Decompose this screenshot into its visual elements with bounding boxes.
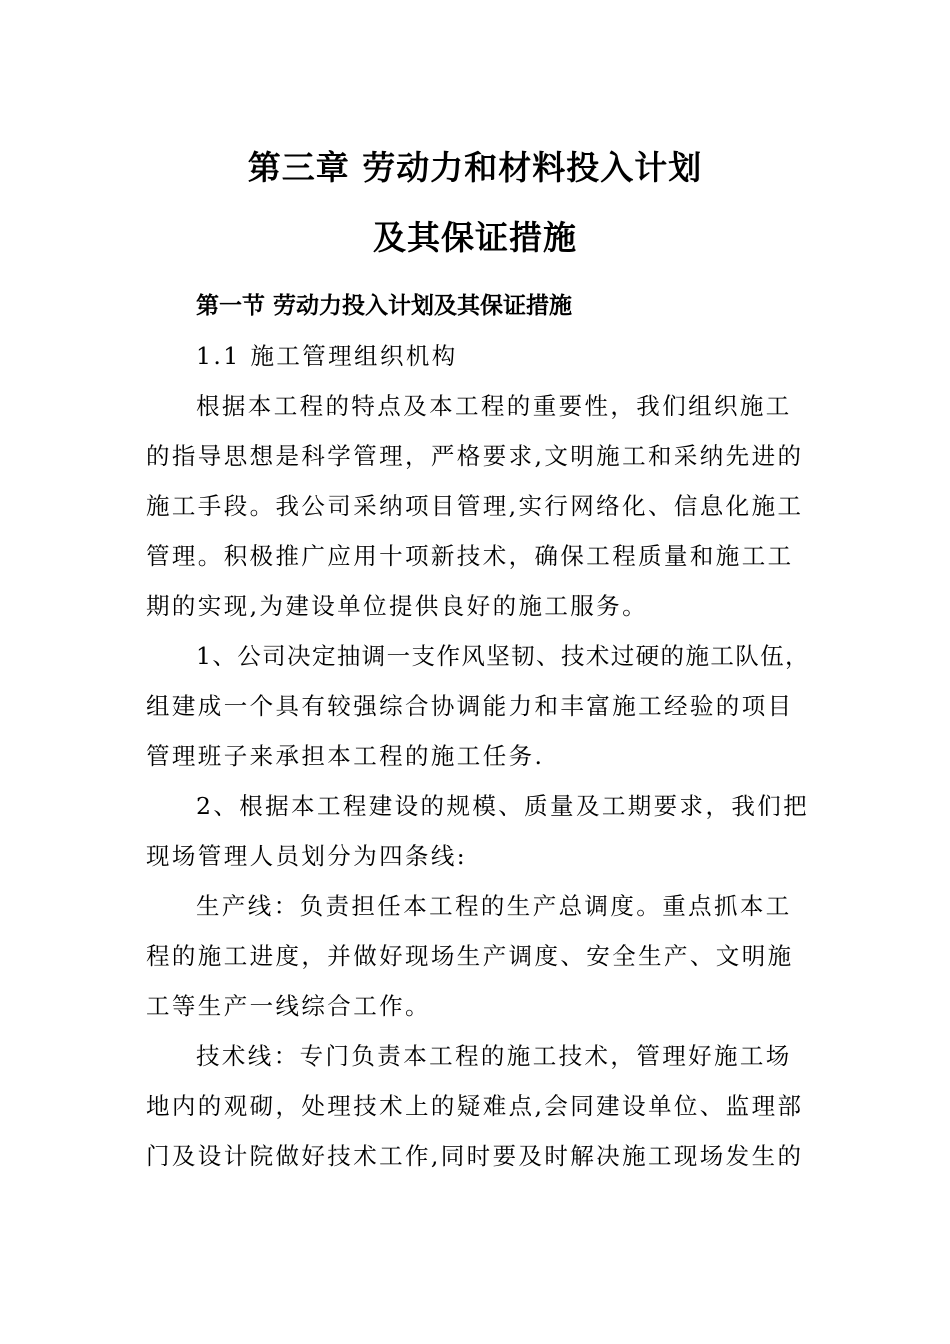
paragraph-line: 期的实现,为建设单位提供良好的施工服务。 xyxy=(146,592,648,620)
paragraph-line: 现场管理人员划分为四条线: xyxy=(146,842,468,870)
paragraph-line: 管理班子来承担本工程的施工任务. xyxy=(146,742,545,770)
paragraph-line: 地内的观砌，处理技术上的疑难点,会同建设单位、监理部 xyxy=(146,1092,804,1120)
paragraph-line: 工等生产一线综合工作。 xyxy=(146,992,431,1020)
chapter-title: 第三章 劳动力和材料投入计划 xyxy=(247,148,703,187)
paragraph-line: 程的施工进度，并做好现场生产调度、安全生产、文明施 xyxy=(146,942,794,970)
paragraph-line: 生产线：负责担任本工程的生产总调度。重点抓本工 xyxy=(196,892,792,920)
paragraph-line: 组建成一个具有较强综合协调能力和丰富施工经验的项目 xyxy=(146,692,794,720)
paragraph-line: 根据本工程的特点及本工程的重要性，我们组织施工 xyxy=(196,392,792,420)
subsection-heading: 1.1 施工管理组织机构 xyxy=(196,342,458,370)
chapter-title-continued: 及其保证措施 xyxy=(373,218,577,257)
paragraph-line: 技术线：专门负责本工程的施工技术，管理好施工场 xyxy=(196,1042,792,1070)
paragraph-line: 管理。积极推广应用十项新技术，确保工程质量和施工工 xyxy=(146,542,794,570)
paragraph-line: 2、根据本工程建设的规模、质量及工期要求，我们把 xyxy=(196,792,810,820)
section-heading: 第一节 劳动力投入计划及其保证措施 xyxy=(196,293,573,319)
paragraph-line: 1、公司决定抽调一支作风坚韧、技术过硬的施工队伍， xyxy=(196,642,810,670)
paragraph-line: 门及设计院做好技术工作,同时要及时解决施工现场发生的 xyxy=(146,1142,804,1170)
paragraph-line: 的指导思想是科学管理，严格要求,文明施工和采纳先进的 xyxy=(146,442,804,470)
paragraph-line: 施工手段。我公司采纳项目管理,实行网络化、信息化施工 xyxy=(146,492,804,520)
